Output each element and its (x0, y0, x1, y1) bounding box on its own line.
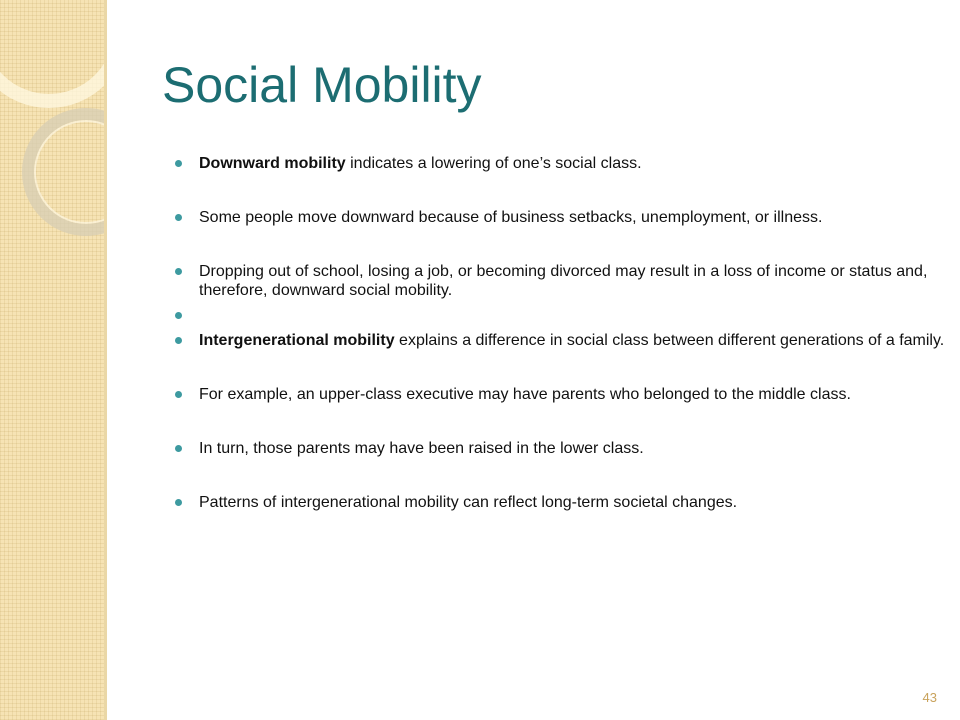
bullet-item-empty (175, 306, 945, 325)
decorative-ring-top (0, 0, 107, 108)
bullet-text: Some people move downward because of business setbacks, unemployment, or illness. (199, 209, 823, 226)
bullet-dot-icon (175, 499, 182, 506)
bullet-text: explains a difference in social class between different generations of a family. (394, 332, 945, 349)
page-number: 43 (922, 690, 937, 705)
bullet-item (175, 208, 945, 227)
bullet-item (175, 154, 945, 173)
bullet-lead-term: Intergenerational mobility (199, 332, 395, 349)
bullet-item (175, 385, 945, 404)
slide-title: Social Mobility (162, 57, 482, 113)
bullet-text: In turn, those parents may have been raised in the lower class. (199, 440, 644, 457)
bullet-text: Patterns of intergenerational mobility can reflect long-term societal changes. (199, 494, 738, 511)
bullet-list (175, 154, 945, 512)
bullet-item (175, 262, 945, 300)
bullet-dot-icon (175, 391, 182, 398)
bullet-text: For example, an upper-class executive may have parents who belonged to the middle class. (199, 386, 851, 403)
bullet-dot-icon (175, 268, 182, 275)
bullet-text: Dropping out of school, losing a job, or becoming divorced may result in a loss of income or status and, therefore, downward social mobility. (199, 263, 928, 299)
bullet-dot-icon (175, 160, 182, 167)
sidebar-edge (104, 0, 107, 720)
bullet-dot-icon (175, 445, 182, 452)
bullet-dot-icon (175, 337, 182, 344)
bullet-dot-icon (175, 214, 182, 221)
bullet-item (175, 493, 945, 512)
bullet-dot-icon (175, 312, 182, 319)
decorative-ring-middle (22, 108, 107, 236)
bullet-item (175, 439, 945, 458)
decorative-sidebar (0, 0, 107, 720)
bullet-lead-term: Downward mobility (199, 155, 346, 172)
bullet-text: indicates a lowering of one’s social class. (345, 155, 642, 172)
bullet-item (175, 331, 945, 350)
